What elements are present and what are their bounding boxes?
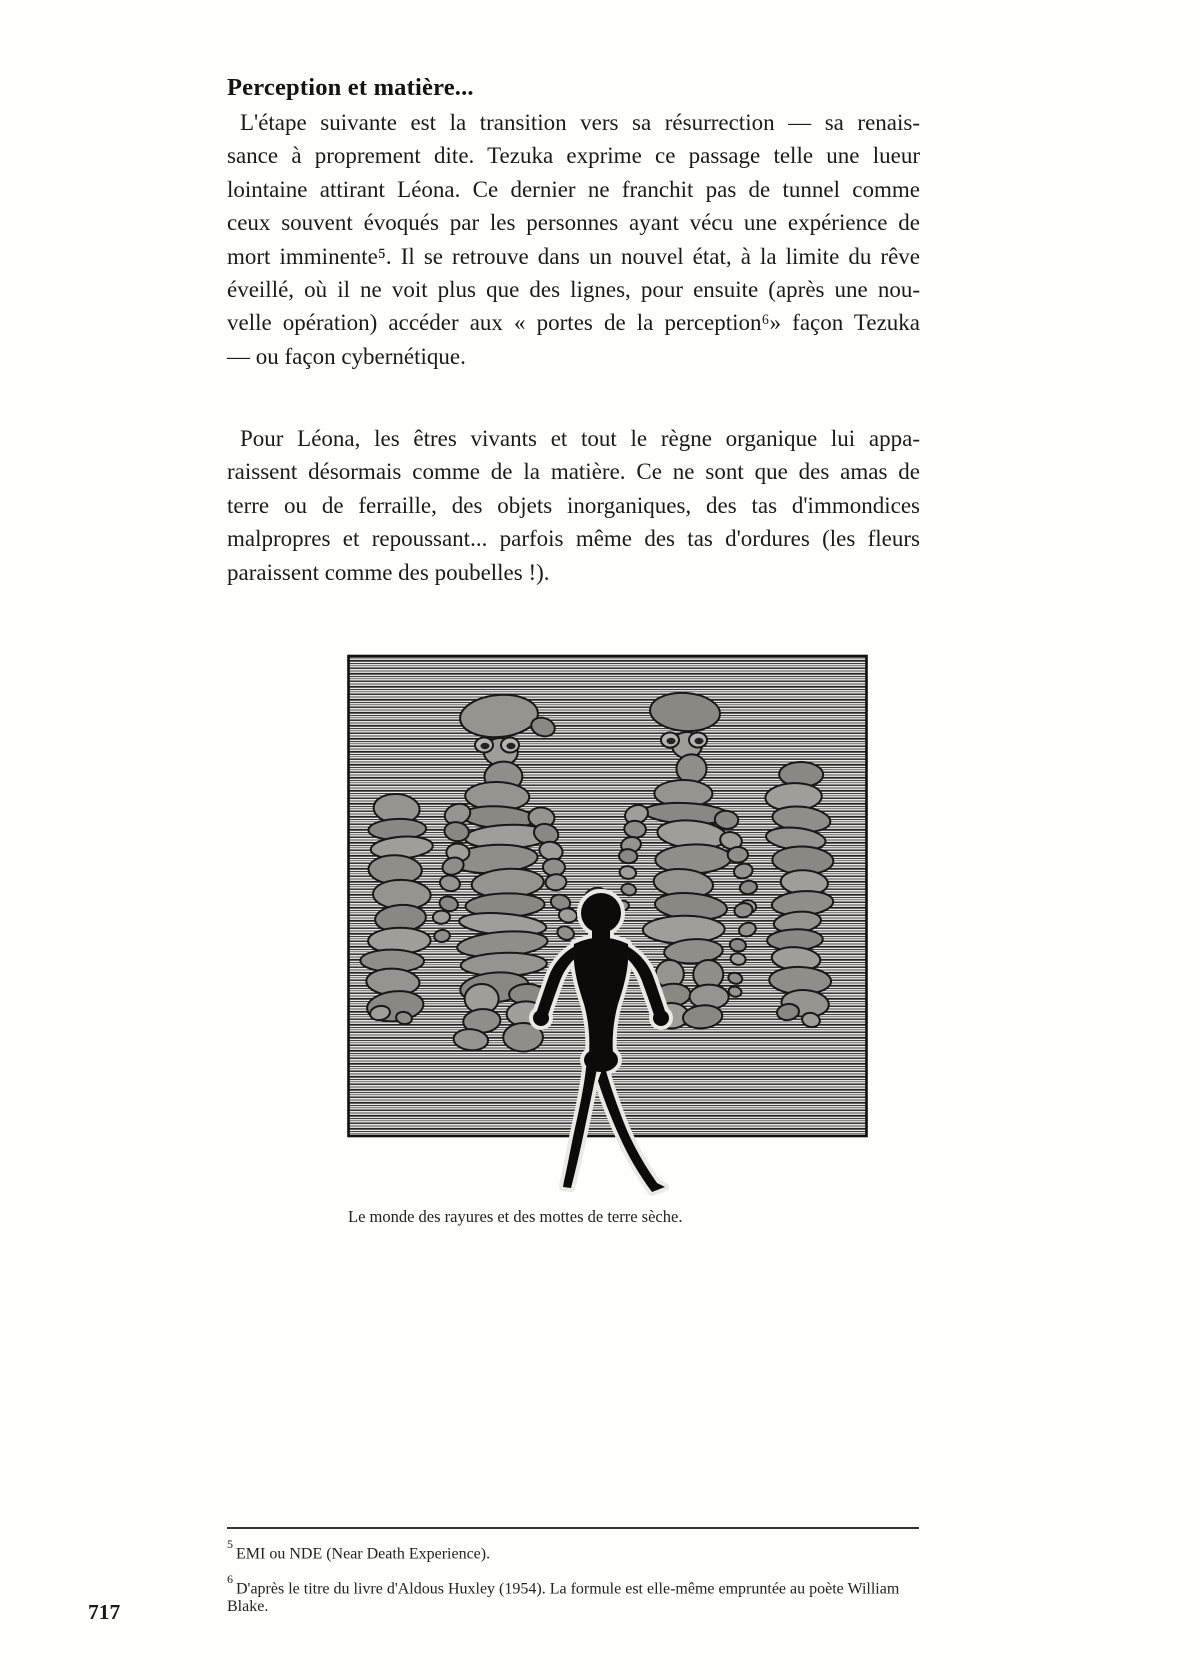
comic-panel-illustration bbox=[347, 654, 868, 1199]
text-line: paraissent comme des poubelles !). bbox=[227, 559, 550, 585]
text-line: — ou façon cybernétique. bbox=[227, 343, 466, 369]
footnote bbox=[227, 1537, 937, 1563]
footnote-marker: 6 bbox=[227, 1572, 233, 1586]
paragraph bbox=[227, 106, 920, 373]
text-line: Pour Léona, les êtres vivants et tout le règne organique lui appa- bbox=[240, 426, 920, 451]
text-line: mort imminente⁵. Il se retrouve dans un nouvel état, à la limite du rêve bbox=[227, 243, 920, 269]
footnote-text: EMI ou NDE (Near Death Experience). bbox=[236, 1545, 491, 1563]
text-line: malpropres et repoussant... parfois même des tas d'ordures (les fleurs bbox=[227, 526, 920, 552]
text-line: raissent désormais comme de la matière. Ce ne sont que des amas de bbox=[227, 459, 920, 485]
footnote bbox=[227, 1572, 937, 1616]
paragraph bbox=[227, 422, 920, 589]
text-line: sance à proprement dite. Tezuka exprime ce passage telle une lueur bbox=[227, 143, 920, 169]
text-line: lointaine attirant Léona. Ce dernier ne franchit pas de tunnel comme bbox=[227, 176, 920, 202]
footnote-divider bbox=[227, 1527, 919, 1529]
section-title: Perception et matière... bbox=[227, 74, 474, 101]
footnote-marker: 5 bbox=[227, 1537, 233, 1551]
text-line: ceux souvent évoqués par les personnes ayant vécu une expérience de bbox=[227, 210, 920, 236]
text-line: éveillé, où il ne voit plus que des lignes, pour ensuite (après une nou- bbox=[227, 277, 920, 303]
figure-caption: Le monde des rayures et des mottes de terre sèche. bbox=[348, 1207, 683, 1226]
page-number: 717 bbox=[88, 1600, 121, 1624]
text-line: velle opération) accéder aux « portes de la perception⁶» façon Tezuka bbox=[227, 310, 920, 336]
footnote-text: D'après le titre du livre d'Aldous Huxley (1954). La formule est elle-même empruntée au poète William Blake. bbox=[227, 1580, 900, 1616]
text-line: L'étape suivante est la transition vers sa résurrection — sa renais- bbox=[240, 110, 920, 135]
text-line: terre ou de ferraille, des objets inorganiques, des tas d'immondices bbox=[227, 492, 920, 518]
